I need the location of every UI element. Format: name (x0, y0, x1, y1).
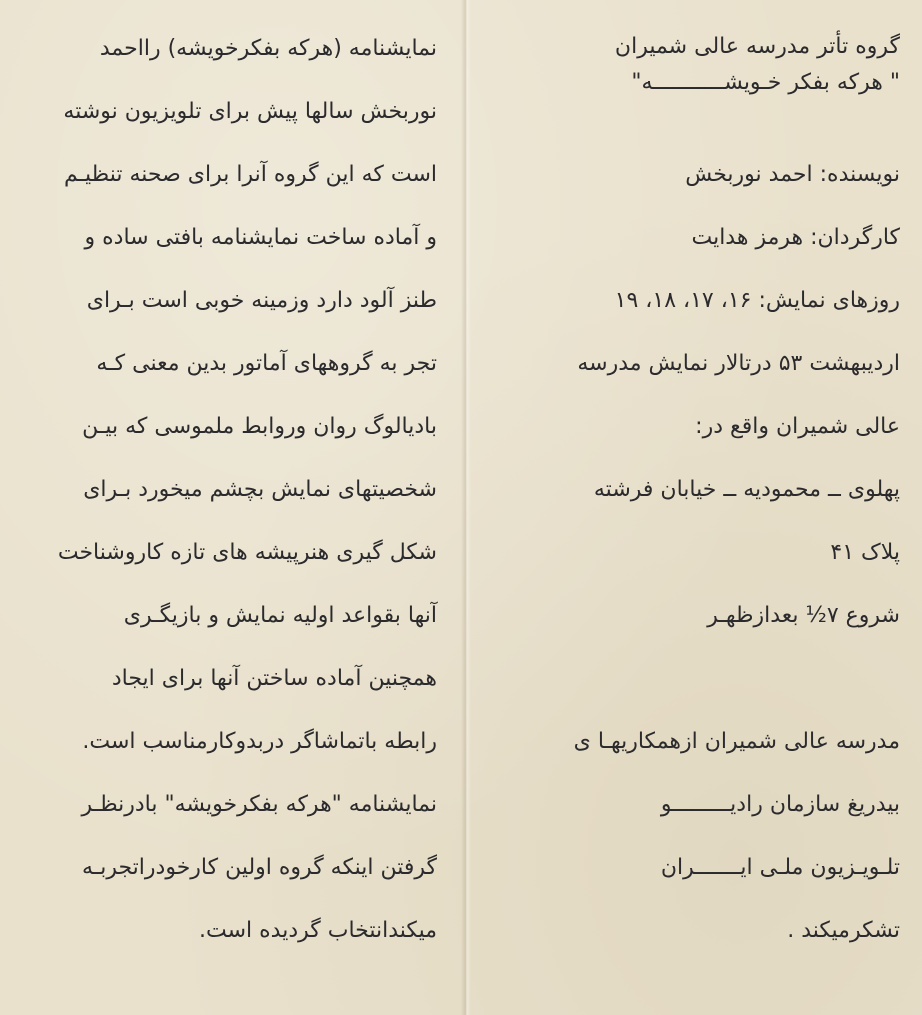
description-line: همچنین آماده ساختن آنها برای ایجاد (111, 666, 437, 691)
thanks-line: تلـویـزیون ملـی ایـــــــران (660, 855, 900, 880)
play-title: " هرکه بفکر خـویشـــــــــــه" (631, 70, 900, 95)
address: پهلوی ــ محمودیه ــ خیابان فرشته (593, 477, 900, 502)
description-line: آنها بقواعد اولیه نمایش و بازیگـری (123, 603, 437, 628)
description-line: است که این گروه آنرا برای صحنه تنظیـم (63, 162, 437, 187)
page-fold-divider (461, 0, 471, 1015)
description-line: میکندانتخاب گردیده است. (199, 918, 437, 943)
show-days: روزهای نمایش: ۱۶، ۱۷، ۱۸، ۱۹ (614, 288, 900, 313)
description-line: نوربخش سالها پیش برای تلویزیون نوشته (63, 99, 437, 124)
group-title: گروه تأتر مدرسه عالی شمیران (614, 34, 900, 59)
director-credit: کارگردان: هرمز هدایت (691, 225, 900, 250)
description-line: تجر به گروههای آماتور بدین معنی کـه (96, 351, 437, 376)
description-line: و آماده ساخت نمایشنامه بافتی ساده و (84, 225, 437, 250)
thanks-line: بیدریغ سازمان رادیـــــــــو (660, 792, 900, 817)
description-line: طنز آلود دارد وزمینه خوبی است بـرای (86, 288, 437, 313)
description-line: شخصیتهای نمایش بچشم میخورد بـرای (83, 477, 437, 502)
location-intro: عالی شمیران واقع در: (695, 414, 900, 439)
start-time: شروع ۷½ بعدازظهـر (707, 603, 900, 628)
description-line: نمایشنامه (هرکه بفکرخویشه) رااحمد (99, 36, 437, 61)
description-line: بادیالوگ روان وروابط ملموسی که بیـن (82, 414, 437, 439)
thanks-line: تشکرمیکند . (787, 918, 900, 943)
plaque-number: پلاک ۴۱ (830, 540, 900, 565)
description-line: نمایشنامه "هرکه بفکرخویشه" بادرنظـر (81, 792, 437, 817)
author-credit: نویسنده: احمد نوربخش (685, 162, 900, 187)
description-line: رابطه باتماشاگر دربدوکارمناسب است. (82, 729, 437, 754)
description-line: شکل گیری هنرپیشه های تازه کاروشناخت (57, 540, 437, 565)
description-line: گرفتن اینکه گروه اولین کارخودراتجربـه (81, 855, 437, 880)
month-venue: اردیبهشت ۵۳ درتالار نمایش مدرسه (577, 351, 900, 376)
thanks-line: مدرسه عالی شمیران ازهمکاریهـا ی (573, 729, 900, 754)
